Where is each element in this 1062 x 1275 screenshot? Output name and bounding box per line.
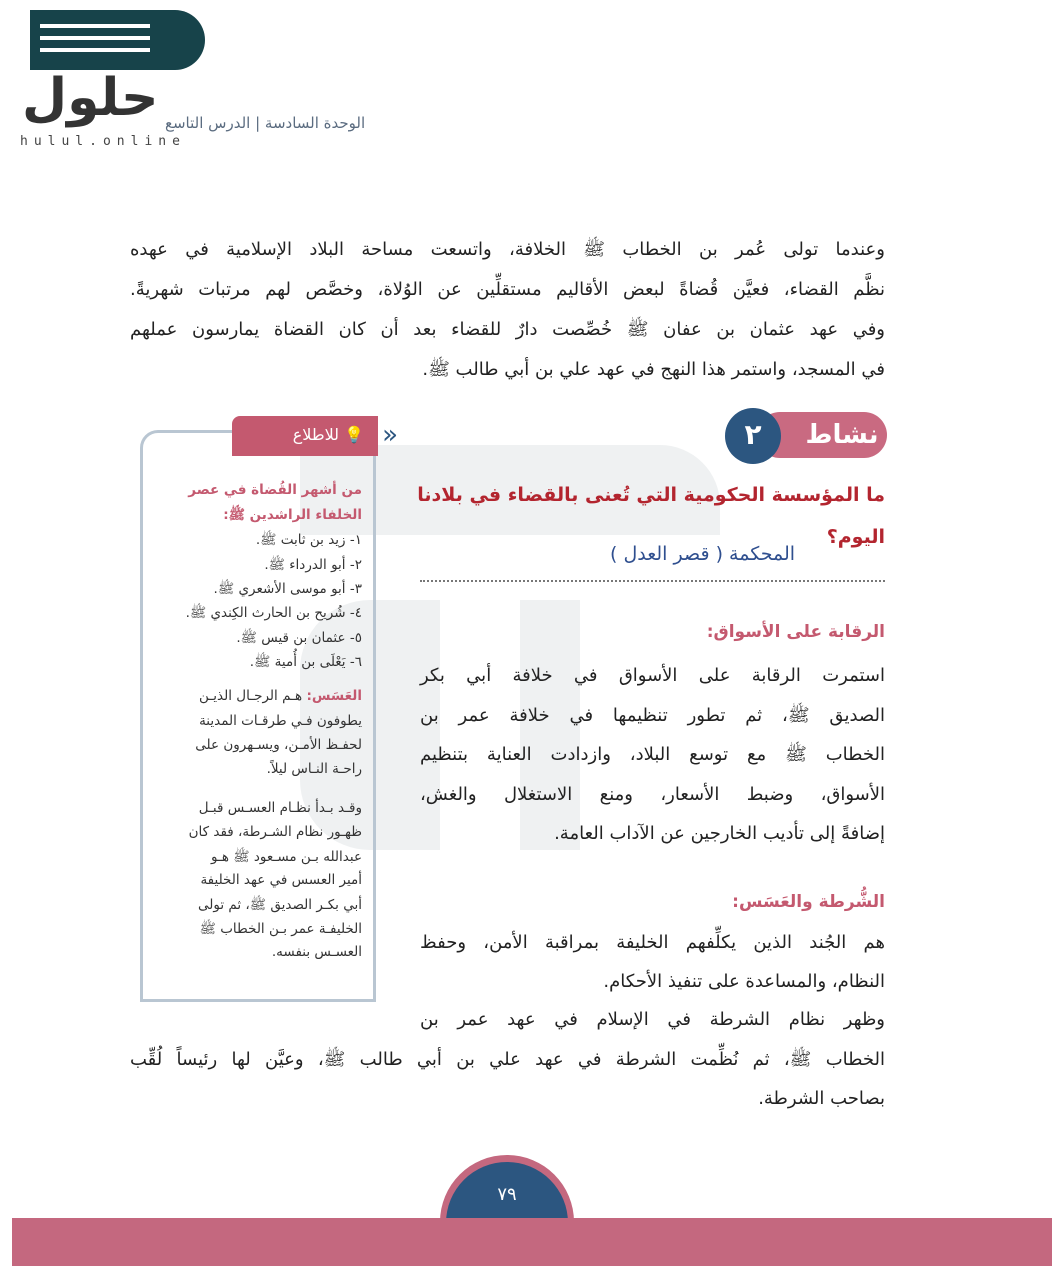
text-line: في المسجد، واستمر هذا النهج في عهد علي بن أبي طالب ﷺ.	[422, 359, 885, 380]
activity-answer[interactable]: المحكمة ( قصر العدل )	[610, 543, 796, 565]
text-line: الصديق ﷺ، ثم تطور تنظيمها في خلافة عمر بن	[420, 704, 885, 726]
list-item: ٥- عثمان بن قيس ﷺ.	[236, 630, 362, 646]
logo-mark	[30, 10, 205, 70]
list-item: ٢- أبو الدرداء ﷺ.	[264, 557, 362, 573]
text-line: الأسواق، وضبط الأسعار، ومنع الاستغلال والغش،	[420, 783, 885, 805]
asas-term: العَسَس:	[306, 688, 362, 704]
activity-question: ما المؤسسة الحكومية التي تُعنى بالقضاء في بلادنا	[417, 484, 885, 506]
logo-text: حلول	[22, 68, 159, 128]
sidebar-heading: الخلفاء الراشدين ﷺ:	[223, 507, 362, 523]
page-number-badge	[440, 1155, 574, 1225]
activity-badge	[725, 408, 887, 462]
text-line: أبي بكـر الصديق ﷺ، ثم تولى	[197, 897, 362, 913]
text-line: ظهـور نظام الشـرطة، فقد كان	[188, 824, 362, 840]
text-line: عبدالله بـن مسـعود ﷺ هـو	[210, 849, 362, 865]
list-item: ٣- أبو موسى الأشعري ﷺ.	[213, 581, 362, 597]
text-line: إضافةً إلى تأديب الخارجين عن الآداب العامة.	[554, 823, 885, 844]
text-line: استمرت الرقابة على الأسواق في خلافة أبي بكر	[420, 665, 885, 686]
chevron-icon: «	[382, 420, 398, 450]
text-line: وظهر نظام الشرطة في الإسلام في عهد عمر بن	[420, 1009, 885, 1030]
list-item: ١- زيد بن ثابت ﷺ.	[255, 532, 362, 548]
text-line: وفي عهد عثمان بن عفان ﷺ خُصِّصت دارٌ للقضاء بعد أن كان القضاة يمارسون عملهم	[130, 319, 885, 340]
text-line: وقـد بـدأ نظـام العسـس قبـل	[198, 800, 362, 816]
logo-url: hulul.online	[20, 134, 186, 149]
intro-paragraph	[130, 230, 885, 390]
police-heading: الشُّرطة والعَسَس:	[732, 892, 885, 912]
list-item: ٤- شُريح بن الحارث الكِندي ﷺ.	[185, 605, 362, 621]
text-line: بصاحب الشرطة.	[758, 1088, 885, 1109]
sidebar-heading: من أشهر القُضاة في عصر	[188, 482, 362, 498]
text-line: هم الجُند الذين يكلِّفهم الخليفة بمراقبة الأمن، وحفظ	[420, 932, 885, 953]
activity-label: نشاط	[757, 412, 887, 458]
list-item: ٦- يَعْلَى بن أُمية ﷺ.	[249, 654, 362, 670]
text-line: نظَّم القضاء، فعيَّن قُضاةً لبعض الأقاليم مستقلِّين عن الوُلاة، وخصَّص لهم مرتبات شهريةً.	[130, 279, 885, 300]
text-line: لحفـظ الأمـن، ويسـهرون على	[195, 737, 362, 753]
asas-definition	[199, 688, 362, 704]
page-number: ٧٩	[446, 1162, 568, 1228]
police-paragraph	[420, 924, 885, 1040]
text-line: الخليفـة عمر بـن الخطاب ﷺ	[199, 921, 362, 937]
text-line: الخطاب ﷺ، ثم نُظِّمت الشرطة في عهد علي بن أبي طالب ﷺ، وعيَّن لها رئيساً لُقِّب	[130, 1049, 885, 1070]
activity-number: ٢	[725, 408, 781, 464]
text-line: يطوفون فـي طرقـات المدينة	[199, 713, 362, 729]
sidebar-tab-label: للاطلاع	[292, 425, 339, 444]
unit-header: الوحدة السادسة | الدرس التاسع	[165, 114, 366, 132]
text-line: العسـس بنفسه.	[271, 944, 362, 960]
answer-line	[420, 580, 885, 582]
text-line: النظام، والمساعدة على تنفيذ الأحكام.	[603, 970, 885, 992]
text-line: الخطاب ﷺ مع توسع البلاد، وازدادت العناية بتنظيم	[420, 744, 885, 765]
activity-question: اليوم؟	[826, 526, 885, 548]
text-line: هـم الرجـال الذيـن	[199, 688, 303, 704]
sidebar-tab	[232, 416, 398, 456]
text-line: راحـة النـاس ليلاً.	[266, 761, 362, 777]
lightbulb-icon: 💡	[338, 425, 364, 444]
markets-heading: الرقابة على الأسواق:	[706, 622, 885, 642]
text-line: وعندما تولى عُمر بن الخطاب ﷺ الخلافة، واتسعت مساحة البلاد الإسلامية في عهده	[130, 239, 885, 260]
text-line: أمير العسس في عهد الخليفة	[200, 872, 362, 888]
markets-paragraph	[420, 656, 885, 854]
footer-band	[12, 1218, 1052, 1266]
police-paragraph-cont	[130, 1040, 885, 1118]
